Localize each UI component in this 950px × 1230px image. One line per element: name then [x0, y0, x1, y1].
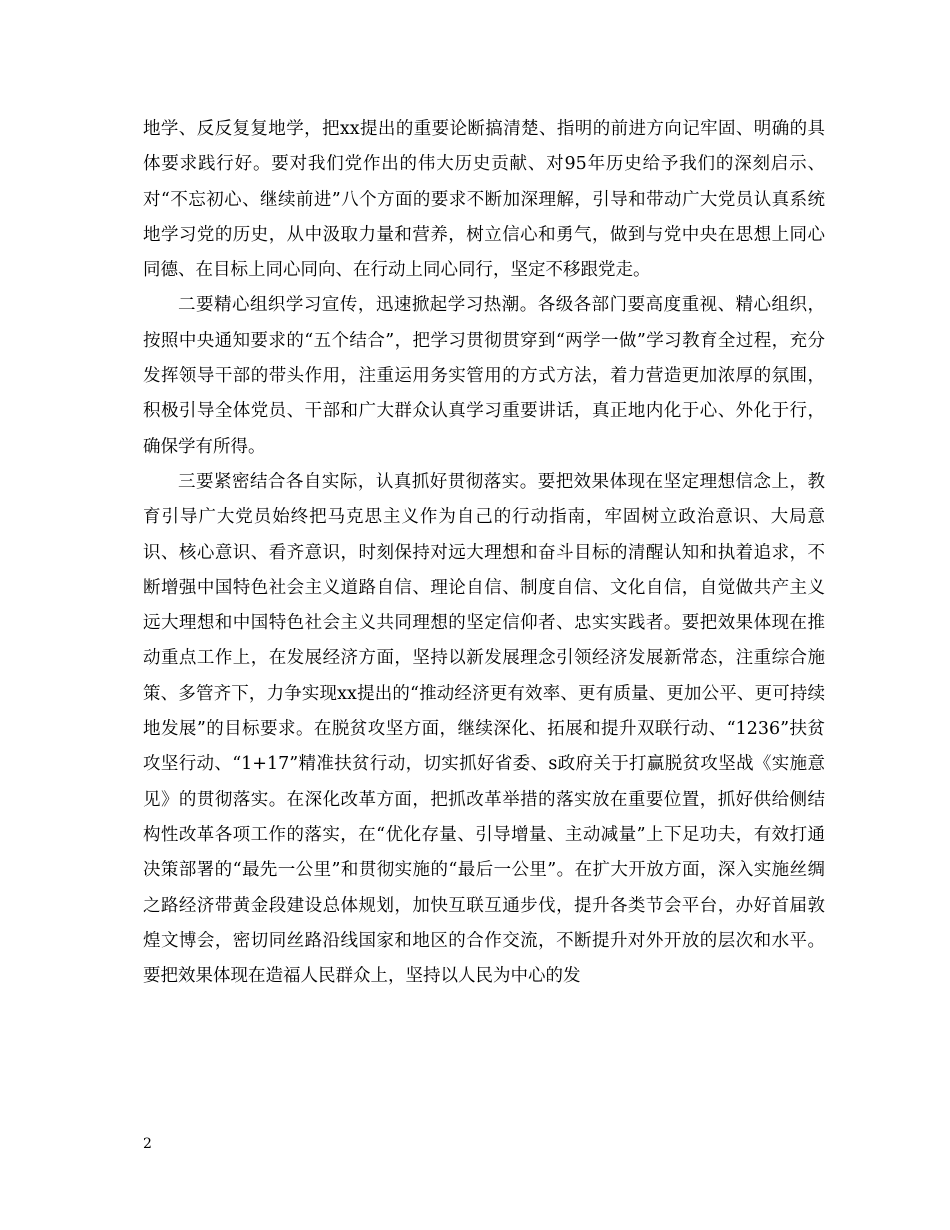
body-text — [143, 112, 825, 994]
paragraph-third-point: 三要紧密结合各自实际，认真抓好贯彻落实。要把效果体现在坚定理想信念上，教育引导广大党员始终把马克思主义作为自己的行动指南，牢固树立政治意识、大局意识、核心意识、看齐意识，时刻保持对远大理想和奋斗目标的清醒认知和执着追求，不断增强中国特色社会主义道路自信、理论自信、制度自信、文化自信，自觉做共产主义远大理想和中国特色社会主义共同理想的坚定信仰者、忠实实践者。要把效果体现在推动重点工作上，在发展经济方面，坚持以新发展理念引领经济发展新常态，注重综合施策、多管齐下，力争实现xx提出的“推动经济更有效率、更有质量、更加公平、更可持续地发展”的目标要求。在脱贫攻坚方面，继续深化、拓展和提升双联行动、“1236”扶贫攻坚行动、“1+17”精准扶贫行动，切实抓好省委、s政府关于打赢脱贫攻坚战《实施意见》的贯彻落实。在深化改革方面，把抓改革举措的落实放在重要位置，抓好供给侧结构性改革各项工作的落实，在“优化存量、引导增量、主动减量”上下足功夫，有效打通决策部署的“最先一公里”和贯彻实施的“最后一公里”。在扩大开放方面，深入实施丝绸之路经济带黄金段建设总体规划，加快互联互通步伐，提升各类节会平台，办好首届敦煌文博会，密切同丝路沿线国家和地区的合作交流，不断提升对外开放的层次和水平。要把效果体现在造福人民群众上，坚持以人民为中心的发 — [143, 471, 825, 987]
paragraph-continued: 地学、反反复复地学，把xx提出的重要论断搞清楚、指明的前进方向记牢固、明确的具体要求践行好。要对我们党作出的伟大历史贡献、对95年历史给予我们的深刻启示、对“不忘初心、继续前进”八个方面的要求不断加深理解，引导和带动广大党员认真系统地学习党的历史，从中汲取力量和营养，树立信心和勇气，做到与党中央在思想上同心同德、在目标上同心同向、在行动上同心同行，坚定不移跟党走。 — [143, 119, 825, 281]
paragraph-second-point: 二要精心组织学习宣传，迅速掀起学习热潮。各级各部门要高度重视、精心组织，按照中央通知要求的“五个结合”，把学习贯彻贯穿到“两学一做”学习教育全过程，充分发挥领导干部的带头作用，注重运用务实管用的方式方法，着力营造更加浓厚的氛围，积极引导全体党员、干部和广大群众认真学习重要讲话，真正地内化于心、外化于行，确保学有所得。 — [143, 295, 825, 457]
page-number: 2 — [143, 1136, 152, 1152]
